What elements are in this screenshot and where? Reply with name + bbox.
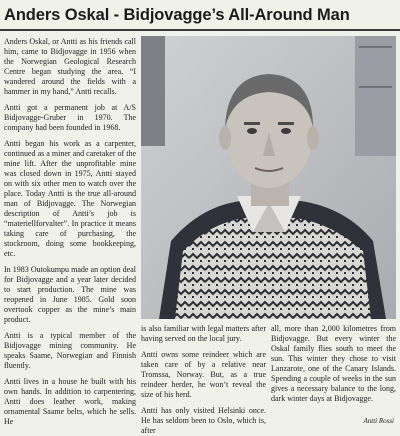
left-text-column — [4, 37, 136, 433]
paragraph: is also familiar with legal matters after having served on the local jury. — [141, 324, 266, 343]
paragraph: Antti got a permanent job at A/S Bidjovagge-Gruber in 1970. The company had been founded in 1968. — [4, 103, 136, 132]
article-title: Anders Oskal - Bidjovagge’s All-Around Man — [4, 6, 350, 24]
middle-text-column — [141, 324, 266, 435]
paragraph: Antti has only visited Helsinki once. He has seldom been to Oslo, which is, after — [141, 406, 266, 435]
paragraph: Antti is a typical member of the Bidjovagge mining community. He speaks Saame, Norwegian and Finnish fluently. — [4, 331, 136, 370]
paragraph: In 1983 Outokumpu made an option deal for Bidjovagge and a year later decided to start production. The mine was reopened in June 1985. Gold soon overtook copper as the mine’s main product. — [4, 265, 136, 324]
portrait-photo — [141, 36, 396, 319]
title-divider — [0, 29, 400, 31]
paragraph: Antti owns some reindeer which are taken care of by a relative near Tromssa, Norway. But, as a true reindeer herder, he won’t reveal the size of his herd. — [141, 350, 266, 399]
paragraph: Antti began his work as a carpenter, continued as a miner and caretaker of the mine lift. After the unprofitable mine was closed down in 1975, Antti stayed on with six other men to watch over the place. Today Antti is the true all-around man of Bidjovagge. The Norwegian description of Antti’s job is “materiellforvalter”. In practice it means taking care of purchasing, the stockroom, doing some bookkeeping, etc. — [4, 139, 136, 258]
photo-credit: Antti Rossi — [363, 417, 394, 425]
right-text-column — [271, 324, 396, 416]
paragraph: Antti lives in a house he built with his own hands. In addition to carpentering, Antti does leather work, making ornamental Saame belts, which he sells. He — [4, 377, 136, 426]
paragraph: all, more than 2,000 kilometres from Bidjovagge. But every winter the Oskal family flies south to meet the sun. This winter they chose to visit Lanzarote, one of the Canary Islands. Spending a couple of weeks in the sun gives a necessary balance to the long, dark winter days at Bidjovagge. — [271, 324, 396, 403]
paragraph: Anders Oskal, or Antti as his friends call him, came to Bidjovagge in 1956 when the Norwegian Geological Research Centre began studying the area. “I wandered around the fields with a hammer in my hand,” Antti recalls. — [4, 37, 136, 96]
